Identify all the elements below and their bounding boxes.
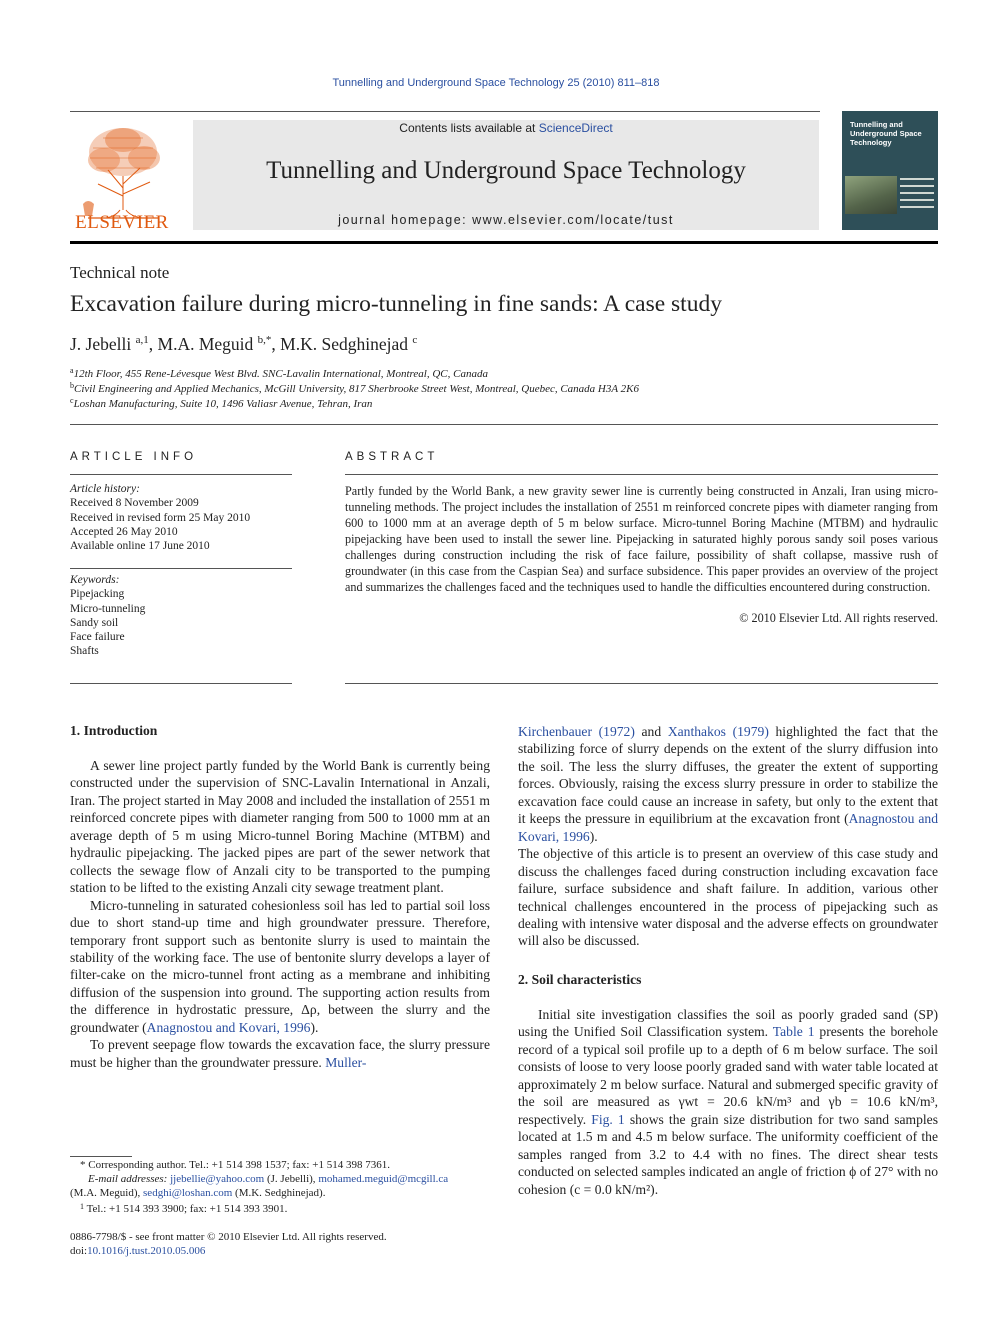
keywords-block	[70, 573, 145, 659]
article-history-label: Article history:	[70, 483, 140, 495]
affiliation-mark: a	[70, 366, 74, 375]
affiliation-mark: b	[70, 381, 74, 390]
footnote-text: Corresponding author. Tel.: +1 514 398 1537; fax: +1 514 398 7361.	[88, 1159, 390, 1171]
abstract-bottom-rule	[345, 683, 938, 684]
email-owner: (J. Jebelli),	[264, 1173, 319, 1185]
email-link[interactable]: mohamed.meguid@mcgill.ca	[318, 1173, 449, 1185]
cover-photo	[845, 176, 897, 214]
history-item: Accepted 26 May 2010	[70, 525, 178, 538]
footnote-mark: 1	[80, 1202, 84, 1211]
left-column-text	[70, 757, 490, 1071]
paragraph	[70, 897, 490, 1037]
doi-link[interactable]: 10.1016/j.tust.2010.05.006	[87, 1245, 206, 1257]
affiliation-text: Loshan Manufacturing, Suite 10, 1496 Valiasr Avenue, Tehran, Iran	[73, 398, 373, 410]
contents-line	[193, 121, 819, 135]
cover-contents-lines	[900, 178, 934, 213]
author-affiliation-mark[interactable]: c	[412, 334, 418, 346]
keyword: Sandy soil	[70, 616, 119, 629]
abstract-copyright: © 2010 Elsevier Ltd. All rights reserved.	[739, 611, 938, 625]
keyword: Shafts	[70, 645, 99, 658]
abstract-rule	[345, 474, 938, 475]
homepage-prefix: journal homepage:	[338, 213, 473, 227]
email-link[interactable]: sedghi@loshan.com	[143, 1187, 233, 1199]
affiliation-text: Civil Engineering and Applied Mechanics, McGill University, 817 Sherbrooke Street West, Montreal, Quebec, Canada H3A 2K6	[74, 383, 639, 395]
section-heading-soil-characteristics: 2. Soil characteristics	[518, 972, 642, 987]
paragraph-text: ).	[310, 1019, 319, 1035]
affiliation-text: 12th Floor, 455 Rene-Lévesque West Blvd. SNC-Lavalin International, Montreal, QC, Canada	[73, 368, 488, 380]
issn-line: 0886-7798/$ - see front matter © 2010 Elsevier Ltd. All rights reserved.	[70, 1231, 387, 1243]
soil-section-text	[518, 1006, 938, 1198]
citation-link[interactable]: Anagnostou and Kovari, 1996	[518, 811, 938, 844]
abstract-heading: ABSTRACT	[345, 451, 439, 463]
article-info-heading: ARTICLE INFO	[70, 451, 198, 463]
paragraph	[70, 1036, 490, 1071]
history-item: Received 8 November 2009	[70, 497, 199, 510]
footnote-rule	[70, 1156, 132, 1157]
author-name[interactable]: M.A. Meguid	[157, 334, 254, 354]
doi-label: doi:	[70, 1245, 88, 1257]
issn-doi-block	[70, 1230, 387, 1258]
paragraph-text: and	[634, 724, 668, 739]
keywords-label: Keywords:	[70, 574, 120, 586]
article-title: Excavation failure during micro-tunneling in fine sands: A case study	[70, 291, 722, 317]
author-one-footnote	[70, 1200, 490, 1216]
paragraph-text: highlighted the fact that the stabilizing force of slurry depends on the extent of the slurry diffusion into the soil. The less the slurry diffuses, the greater the extent of supporting forces. Obviously, raising the excess slurry pressure in order to stabilize the excavation face could cause an increase in safety, but only to the extent that it keeps the pressure in equilibrium at the excavation front (	[518, 724, 939, 827]
email-owner: (M.K. Sedghinejad).	[232, 1187, 326, 1199]
figure-reference-link[interactable]: Fig. 1	[591, 1111, 625, 1127]
keywords-rule	[70, 568, 292, 569]
sciencedirect-link[interactable]: ScienceDirect	[538, 121, 613, 135]
paragraph-text: shows the grain size distribution for two sand samples located at 1.5 m and 4.5 m below surface. The uniformity coefficient of the samples ranged from 3.2 to 4.4 with no fines. The direct shear tests conducted on selected samples indicated an angle of friction ϕ of 27° with no cohesion (c = 0.0 kN/m²).	[518, 1111, 938, 1197]
abstract-text: Partly funded by the World Bank, a new gravity sewer line is currently being constructed in Anzali, Iran using micro-tunneling methods. The project includes the installation of 2551 m reinforced concrete pipes with diameter ranging from 600 to 1000 mm at an average depth of 5 m below surface. Micro-tunnel Boring Machine (MTBM) and hydraulic pipejacking have been used to install the sewer line. Pipejacking in saturated highly porous sandy soil poses various challenges during construction including the risk of face failure, possibility of shaft collapse, massive rush of groundwater (in this case from the Caspian Sea) and surface subsidence. This paper provides an overview of the project and summarizes the challenges faced and the techniques used to handle the difficulties encountered during construction.	[345, 484, 938, 594]
paragraph-text: presents the borehole record of a typical soil profile up to a depth of 6 m below surface. The soil consists of loose to very loose poorly graded sand with water table located at approximately 2 m below surface. Natural and submerged specific gravity of the soil are measured as γwt = 20.6 kN/m³ and γb = 10.6 kN/m³, respectively.	[518, 1024, 939, 1127]
keyword: Face failure	[70, 631, 125, 644]
author-list: J. Jebelli $^{a,1}$, M.A. Meguid $^{b,*}$, M.K. Sedghinejad $^c$	[70, 334, 418, 354]
contents-prefix: Contents lists available at	[399, 121, 539, 135]
keyword: Micro-tunneling	[70, 602, 146, 615]
author-affiliation-mark[interactable]: b,*	[257, 334, 272, 346]
table-reference-link[interactable]: Table 1	[772, 1024, 815, 1040]
paragraph-text: Micro-tunneling in saturated cohesionless soil has led to partial soil loss due to short stand-up time and high groundwater pressure. Therefore, temporary front support such as bentonite slurry is used to maintain the stability of the working face. The use of bentonite slurry develops a layer of filter-cake on the micro-tunnel front acting as a membrane and inhibiting diffusion of the suspension into ground. The supporting action results from the difference in hydrostatic pressure, Δρ, between the slurry and the groundwater (	[70, 897, 490, 1035]
footnote-mark: *	[80, 1159, 86, 1171]
affiliation-mark: c	[70, 396, 74, 405]
author-name[interactable]: M.K. Sedghinejad	[280, 334, 408, 354]
cover-title: Tunnelling and Underground Space Technology	[850, 120, 922, 147]
section-heading-introduction: 1. Introduction	[70, 723, 158, 738]
right-column-text	[518, 723, 938, 950]
footnote-text: Tel.: +1 514 393 3900; fax: +1 514 393 3901.	[86, 1203, 288, 1215]
author-name[interactable]: J. Jebelli	[70, 334, 132, 354]
paragraph-text: To prevent seepage flow towards the excavation face, the slurry pressure must be higher than the groundwater pressure.	[70, 1037, 490, 1070]
keyword: Pipejacking	[70, 588, 125, 601]
publisher-wordmark: ELSEVIER	[75, 212, 169, 233]
history-item: Available online 17 June 2010	[70, 540, 210, 553]
paragraph: A sewer line project partly funded by the World Bank is currently being constructed under the supervision of SNC-Lavalin International in Anzali, Iran. The project started in May 2008 and included the installation of 2551 m reinforced concrete pipes with diameter ranging from 500 to 1000 mm at an average depth of 5 m using Micro-tunnel Boring Machine (MTBM) and hydraulic pipejacking. The jacked pipes are part of the sewer network that collects the sewage flow of Anzali city to be transported to the pumping station to be lifted to the existing Anzali city sewage treatment plant.	[70, 758, 490, 896]
paragraph-text: Initial site investigation classifies the soil as poorly graded sand (SP) using the Unified Soil Classification system.	[518, 1007, 938, 1040]
email-label: E-mail addresses:	[88, 1173, 171, 1185]
journal-title: Tunnelling and Underground Space Technology	[266, 157, 746, 184]
journal-homepage	[193, 213, 819, 227]
email-link[interactable]: jjebellie@yahoo.com	[170, 1173, 265, 1185]
paragraph	[518, 1006, 938, 1198]
homepage-url-link[interactable]: www.elsevier.com/locate/tust	[472, 213, 674, 227]
citation-link[interactable]: Xanthakos (1979)	[667, 724, 769, 739]
citation-link[interactable]: Kirchenbauer (1972)	[518, 724, 635, 739]
email-owner: (M.A. Meguid),	[70, 1187, 144, 1199]
author-affiliation-mark[interactable]: a,1	[135, 334, 149, 346]
affiliation	[70, 366, 488, 380]
email-footnote	[70, 1172, 490, 1200]
article-info-rule	[70, 474, 292, 475]
journal-reference-link[interactable]: Tunnelling and Underground Space Technology 25 (2010) 811–818	[332, 77, 660, 89]
title-block-rule	[70, 424, 938, 425]
paragraph	[518, 723, 938, 845]
article-info-bottom-rule	[70, 683, 292, 684]
corresponding-author-footnote	[70, 1158, 490, 1172]
citation-link[interactable]: Anagnostou and Kovari, 1996	[146, 1019, 311, 1035]
header-thick-rule	[70, 241, 938, 244]
paragraph: The objective of this article is to present an overview of this case study and discuss the challenges faced during construction including excavation face failure, surface subsidence and shaft failure. In addition, various other technical challenges encountered in the process of pipejacking such as dealing with intensive water disposal and the adverse effects on groundwater will also be discussed.	[518, 846, 938, 949]
article-history	[70, 482, 250, 553]
article-type: Technical note	[70, 263, 170, 282]
header-top-rule	[70, 111, 820, 112]
affiliation	[70, 381, 639, 395]
paragraph-text: ).	[589, 828, 598, 844]
doi-line	[70, 1244, 387, 1258]
affiliation	[70, 396, 372, 410]
history-item: Received in revised form 25 May 2010	[70, 511, 251, 524]
citation-link[interactable]: Muller-	[325, 1054, 367, 1070]
